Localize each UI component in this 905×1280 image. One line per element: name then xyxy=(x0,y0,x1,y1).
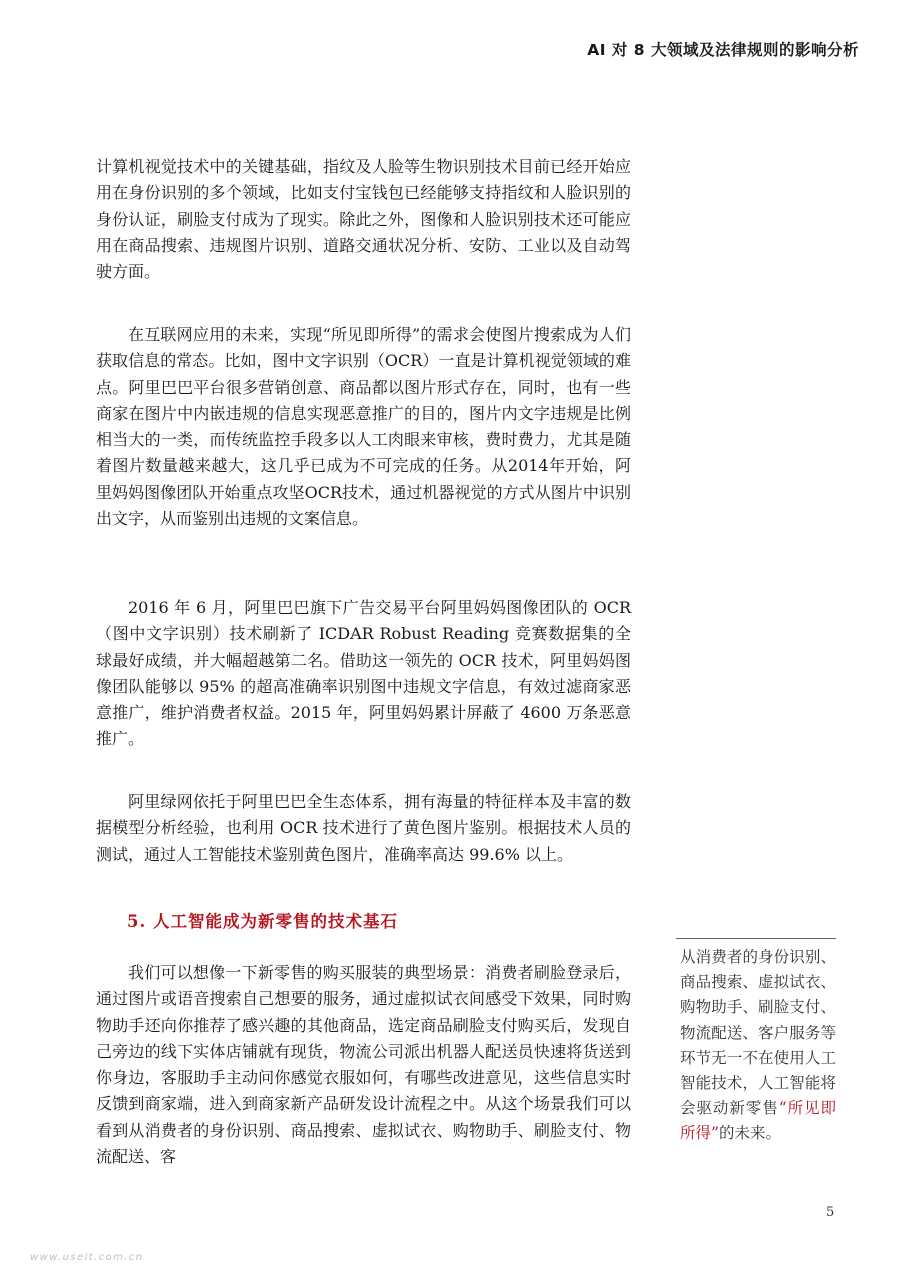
watermark: www.useit.com.cn xyxy=(30,1252,144,1263)
body-paragraph-1-block xyxy=(96,154,631,285)
body-paragraph: 在互联网应用的未来，实现“所见即所得”的需求会使图片搜索成为人们获取信息的常态。比如，图中文字识别（OCR）一直是计算机视觉领域的难点。阿里巴巴平台很多营销创意、商品都以图片形式存在，同时，也有一些商家在图片中内嵌违规的信息实现恶意推广的目的，图片内文字违规是比例相当大的一类，而传统监控手段多以人工肉眼来审核，费时费力，尤其是随着图片数量越来越大，这几乎已成为不可完成的任务。从2014年开始，阿里妈妈图像团队开始重点攻坚OCR技术，通过机器视觉的方式从图片中识别出文字，从而鉴别出违规的文案信息。 xyxy=(96,325,631,529)
pull-quote-sidebar xyxy=(676,938,836,1147)
body-paragraph-3-block xyxy=(96,595,631,753)
body-paragraph-4-block xyxy=(96,789,631,868)
page-number: 5 xyxy=(826,1205,835,1220)
running-header: AI 对 8 大领域及法律规则的影响分析 xyxy=(587,41,859,59)
section-heading: 5. 人工智能成为新零售的技术基石 xyxy=(127,912,398,931)
body-paragraph: 阿里绿网依托于阿里巴巴全生态体系，拥有海量的特征样本及丰富的数据模型分析经验，也利用 OCR 技术进行了黄色图片鉴别。根据技术人员的测试，通过人工智能技术鉴别黄色图片，准确率高达 99.6% 以上。 xyxy=(96,792,631,864)
body-paragraph-5-block xyxy=(96,960,631,1170)
body-paragraph: 2016 年 6 月，阿里巴巴旗下广告交易平台阿里妈妈图像团队的 OCR（图中文字识别）技术刷新了 ICDAR Robust Reading 竞赛数据集的全球最好成绩，并大幅超越第二名。借助这一领先的 OCR 技术，阿里妈妈图像团队能够以 95% 的超高准确率识别图中违规文字信息，有效过滤商家恶意推广，维护消费者权益。2015 年，阿里妈妈累计屏蔽了 4600 万条恶意推广。 xyxy=(96,598,631,749)
pull-quote-text-start: 从消费者的身份识别、商品搜索、虚拟试衣、购物助手、刷脸支付、物流配送、客户服务等环节无一不在使用人工智能技术，人工智能将会驱动新零售 xyxy=(680,948,836,1118)
body-paragraph: 计算机视觉技术中的关键基础，指纹及人脸等生物识别技术目前已经开始应用在身份识别的多个领域，比如支付宝钱包已经能够支持指纹和人脸识别的身份认证，刷脸支付成为了现实。除此之外，图像和人脸识别技术还可能应用在商品搜索、违规图片识别、道路交通状况分析、安防、工业以及自动驾驶方面。 xyxy=(96,157,631,282)
pull-quote-text xyxy=(680,945,836,1147)
pull-quote-text-end: 的未来。 xyxy=(718,1124,781,1143)
body-paragraph: 我们可以想像一下新零售的购买服装的典型场景：消费者刷脸登录后，通过图片或语音搜索自己想要的服务，通过虚拟试衣间感受下效果，同时购物助手还向你推荐了感兴趣的其他商品，选定商品刷脸支付购买后，发现自己旁边的线下实体店铺就有现货，物流公司派出机器人配送员快速将货送到你身边，客服助手主动问你感觉衣服如何，有哪些改进意见，这些信息实时反馈到商家端，进入到商家新产品研发设计流程之中。从这个场景我们可以看到从消费者的身份识别、商品搜索、虚拟试衣、购物助手、刷脸支付、物流配送、客 xyxy=(96,963,631,1167)
pull-quote-highlight: “所见即所得” xyxy=(680,1099,836,1143)
body-paragraph-2-block xyxy=(96,322,631,532)
